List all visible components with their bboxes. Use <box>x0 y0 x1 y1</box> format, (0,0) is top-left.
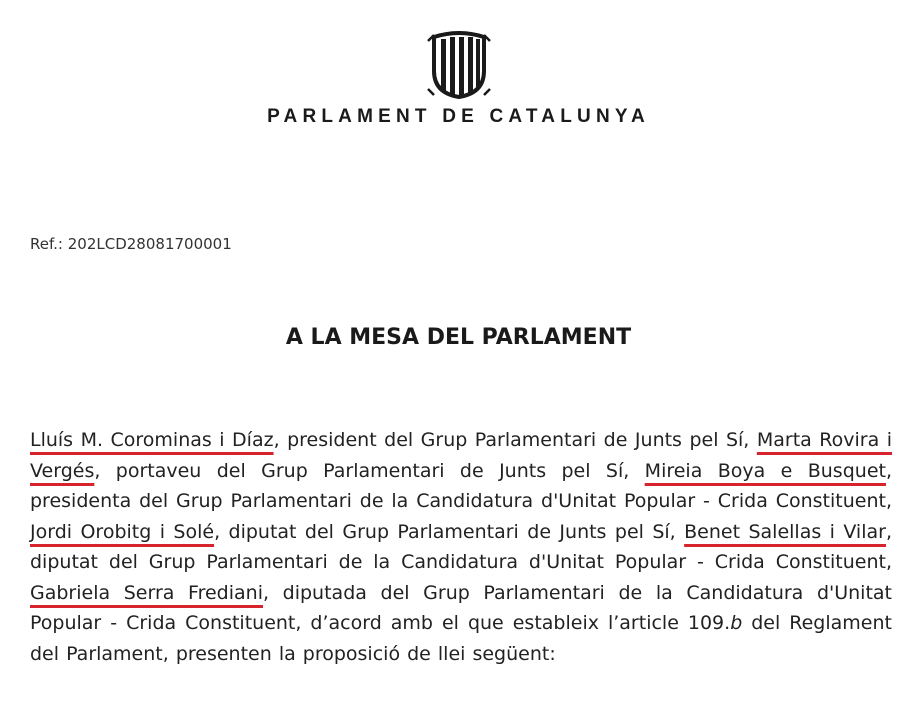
body-text-segment: , portaveu del Grup Parlamentari de Junts pel Sí, <box>94 459 645 482</box>
signatory-name: Jordi Orobitg i Solé <box>30 520 215 543</box>
signatory-name: Gabriela Serra Frediani <box>30 581 263 604</box>
reference-number: Ref.: 202LCD28081700001 <box>30 235 232 253</box>
article-letter: b <box>730 612 743 634</box>
document-heading: A LA MESA DEL PARLAMENT <box>285 325 632 350</box>
parlament-emblem-icon <box>426 31 492 99</box>
body-paragraph <box>30 425 892 669</box>
body-text-segment: , diputat del Grup Parlamentari de Junts pel Sí, <box>214 520 685 543</box>
body-text-segment: del Reglament del Parlament, presenten la proposició de llei següent: <box>30 612 892 665</box>
body-text-segment: , presidenta del Grup Parlamentari de la Candidatura d'Unitat Popular - Crida Constituent, <box>30 459 892 512</box>
signatory-name: Marta Rovira i Vergés <box>30 429 892 482</box>
body-text-segment: , diputada del Grup Parlamentari de la Candidatura d'Unitat Popular - Crida Constituent, d’acord amb el que estableix l’article 109. <box>30 581 892 634</box>
organization-name: PARLAMENT DE CATALUNYA <box>267 106 650 127</box>
signatory-name: Lluís M. Corominas i Díaz <box>30 429 274 451</box>
signatory-name: Benet Salellas i Vilar <box>684 520 886 543</box>
body-text-segment: , diputat del Grup Parlamentari de la Candidatura d'Unitat Popular - Crida Constituent, <box>30 520 892 573</box>
body-text-segment: , president del Grup Parlamentari de Junts pel Sí, <box>273 429 757 451</box>
signatory-name: Mireia Boya e Busquet <box>644 459 886 482</box>
